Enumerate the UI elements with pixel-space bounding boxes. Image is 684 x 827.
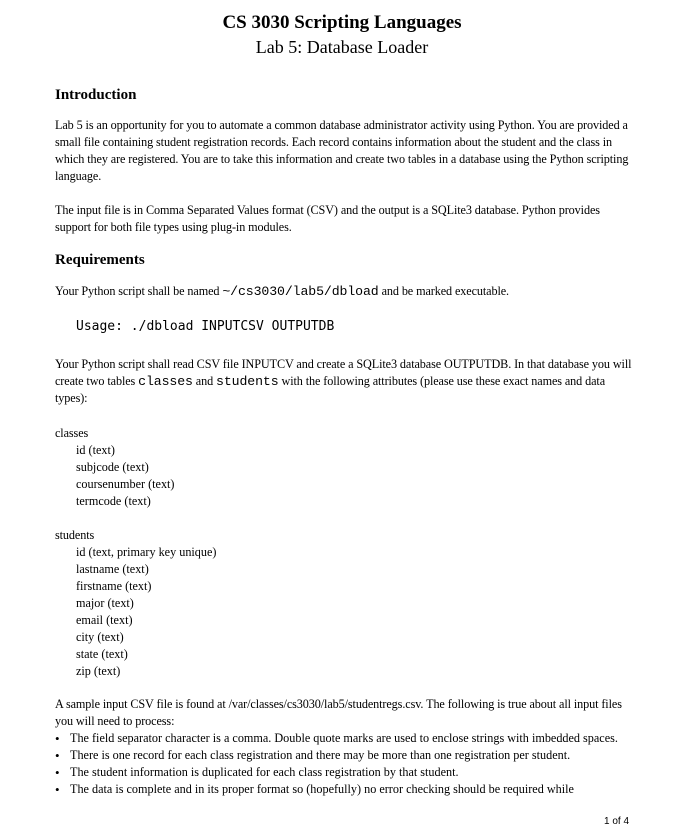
- list-item: zip (text): [76, 664, 121, 678]
- document-title: CS 3030 Scripting Languages: [222, 12, 462, 33]
- requirements-paragraph-1: [55, 283, 633, 300]
- page-number: 1 of 4: [604, 816, 630, 827]
- intro-paragraph-1: Lab 5 is an opportunity for you to automate a common database administrator activity using Python. You are provided a small file containing student registration records. Each record contains information about the student and the class in which they are registered. You are to take this information and create two tables in a database using the Python scripting language.: [55, 118, 629, 183]
- requirements-paragraph-2: [55, 356, 633, 407]
- classes-field-list: [76, 442, 174, 510]
- list-item: lastname (text): [76, 562, 149, 576]
- list-item: id (text): [76, 443, 115, 457]
- list-item: • The student information is duplicated for each class registration by that student.: [55, 764, 645, 781]
- list-item: coursenumber (text): [76, 477, 175, 491]
- usage-line: Usage: ./dbload INPUTCSV OUTPUTDB: [76, 319, 335, 334]
- classes-table-name: classes: [55, 426, 89, 440]
- list-item: firstname (text): [76, 579, 152, 593]
- script-path-code: ~/cs3030/lab5/dbload: [222, 284, 379, 299]
- students-field-list: [76, 544, 216, 680]
- req-p2-text-c: with the following attributes (please use these exact names and data types):: [55, 374, 606, 405]
- req-p1-text-before: Your Python script shall be named: [55, 284, 223, 298]
- list-item: • The field separator character is a comma. Double quote marks are used to enclose strings with imbedded spaces.: [55, 730, 645, 747]
- list-item: • There is one record for each class registration and there may be more than one registration per student.: [55, 747, 645, 764]
- students-table-code: students: [216, 374, 279, 389]
- classes-table-code: classes: [138, 374, 193, 389]
- intro-paragraph-2: The input file is in Comma Separated Values format (CSV) and the output is a SQLite3 database. Python provides support for both file types using plug-in modules.: [55, 203, 600, 234]
- list-item: • The data is complete and in its proper format so (hopefully) no error checking should be required while: [55, 781, 645, 798]
- sample-file-paragraph: A sample input CSV file is found at /var/classes/cs3030/lab5/studentregs.csv. The following is true about all input files you will need to process:: [55, 697, 622, 728]
- list-item: termcode (text): [76, 494, 151, 508]
- list-item: email (text): [76, 613, 133, 627]
- intro-heading: Introduction: [55, 87, 137, 103]
- req-p2-text-a: Your Python script shall read CSV file INPUTCV and create a SQLite3 database OUTPUTDB. In that database you will create two tables: [55, 357, 632, 388]
- list-item: subjcode (text): [76, 460, 149, 474]
- requirements-heading: Requirements: [55, 252, 145, 268]
- list-item: state (text): [76, 647, 128, 661]
- document-subtitle: Lab 5: Database Loader: [255, 37, 429, 57]
- students-table-name: students: [55, 528, 95, 542]
- req-p2-text-b: and: [192, 374, 217, 388]
- list-item: major (text): [76, 596, 134, 610]
- req-p1-text-after: and be marked executable.: [378, 284, 510, 298]
- input-facts-list: [55, 730, 645, 798]
- list-item: id (text, primary key unique): [76, 545, 217, 559]
- list-item: city (text): [76, 630, 124, 644]
